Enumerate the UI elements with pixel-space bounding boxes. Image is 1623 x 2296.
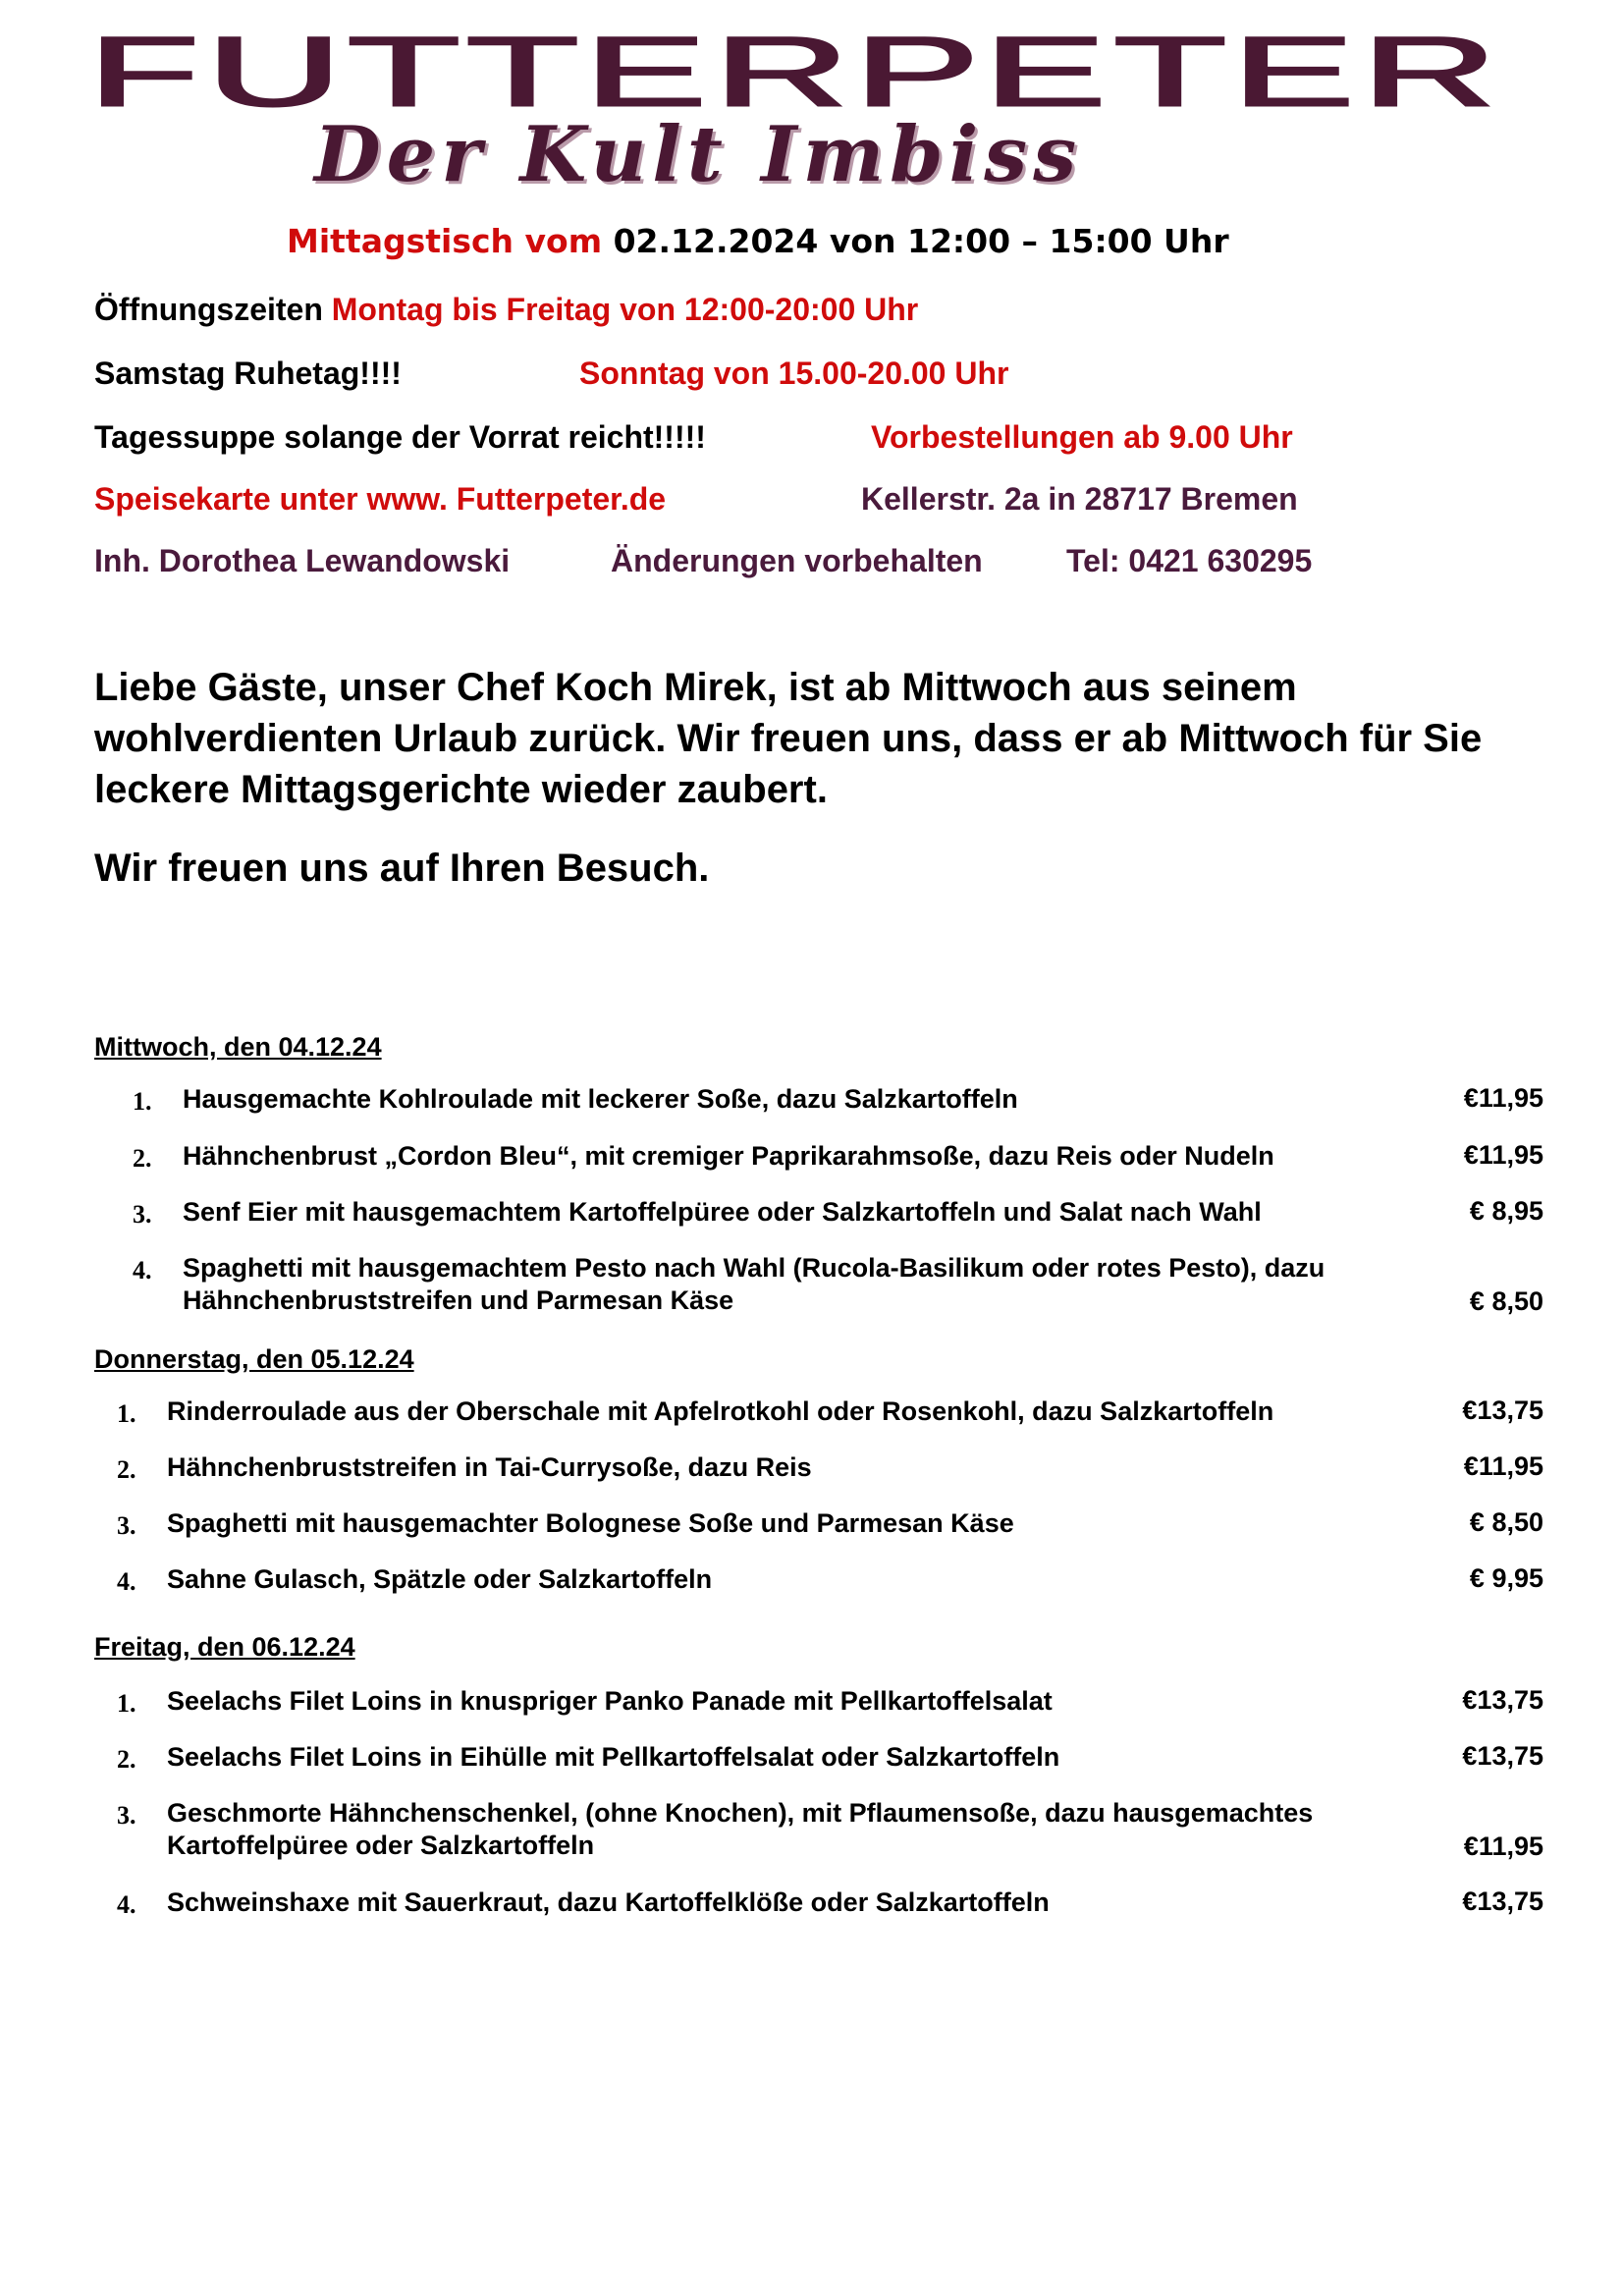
dish-price: € 8,50 [1469, 1286, 1543, 1316]
dish-name: Seelachs Filet Loins in knuspriger Panko Panade mit Pellkartoffelsalat [167, 1686, 1053, 1716]
dish-price: €13,75 [1462, 1886, 1543, 1916]
dish-price: € 8,50 [1469, 1507, 1543, 1537]
notice-closing: Wir freuen uns auf Ihren Besuch. [94, 847, 710, 890]
dish-price: €13,75 [1462, 1395, 1543, 1425]
day-title-wednesday: Mittwoch, den 04.12.24 [94, 1032, 382, 1062]
item-number: 1. [117, 1689, 136, 1718]
soup-note: Tagessuppe solange der Vorrat reicht!!!!! [94, 419, 706, 455]
item-number: 2. [117, 1455, 136, 1484]
dish-name: Sahne Gulasch, Spätzle oder Salzkartoffeln [167, 1564, 713, 1594]
dish-name: Seelachs Filet Loins in Eihülle mit Pellkartoffelsalat oder Salzkartoffeln [167, 1742, 1060, 1772]
dish-price: €13,75 [1462, 1685, 1543, 1715]
dish-name: Hähnchenbruststreifen in Tai-Currysoße, dazu Reis [167, 1452, 812, 1482]
dish-price: € 9,95 [1469, 1563, 1543, 1593]
owner: Inh. Dorothea Lewandowski [94, 543, 511, 578]
item-number: 2. [117, 1745, 136, 1774]
dish-price: €13,75 [1462, 1741, 1543, 1771]
sunday-hours: Sonntag von 15.00-20.00 Uhr [579, 355, 1009, 391]
dish-price: €11,95 [1463, 1451, 1543, 1481]
opening-hours [94, 292, 918, 328]
item-number: 3. [117, 1511, 136, 1540]
item-number: 2. [133, 1144, 152, 1173]
item-number: 3. [133, 1200, 152, 1229]
lunch-value: 02.12.2024 von 12:00 – 15:00 Uhr [613, 222, 1229, 260]
dish-name: Schweinshaxe mit Sauerkraut, dazu Kartoffelklöße oder Salzkartoffeln [167, 1887, 1050, 1917]
website-note: Speisekarte unter www. Futterpeter.de [94, 481, 667, 517]
dish-price: €11,95 [1463, 1083, 1543, 1113]
logo-subtitle: Der Kult Imbiss [314, 110, 1083, 199]
saturday-note: Samstag Ruhetag!!!! [94, 355, 402, 391]
dish-name: Spaghetti mit hausgemachtem Pesto nach Wahl (Rucola-Basilikum oder rotes Pesto), dazu [183, 1253, 1325, 1283]
item-number: 1. [117, 1399, 136, 1428]
address: Kellerstr. 2a in 28717 Bremen [861, 481, 1298, 517]
item-number: 3. [117, 1801, 136, 1830]
lunch-line [287, 222, 1229, 260]
item-number: 4. [117, 1567, 136, 1596]
item-number: 1. [133, 1087, 152, 1116]
changes-note: Änderungen vorbehalten [611, 543, 983, 578]
logo-title: FUTTERPETER [85, 27, 1499, 131]
phone: Tel: 0421 630295 [1066, 543, 1313, 578]
dish-name: Geschmorte Hähnchenschenkel, (ohne Knochen), mit Pflaumensoße, dazu hausgemachtes [167, 1798, 1314, 1828]
dish-name-continued: Hähnchenbruststreifen und Parmesan Käse [183, 1285, 734, 1315]
dish-price: €11,95 [1463, 1140, 1543, 1170]
notice-text: Liebe Gäste, unser Chef Koch Mirek, ist ab Mittwoch aus seinem wohlverdienten Urlaub zurück. Wir freuen uns, dass er ab Mittwoch für Sie leckere Mittagsgerichte wieder zaubert. [94, 666, 1483, 811]
dish-name-continued: Kartoffelpüree oder Salzkartoffeln [167, 1831, 595, 1860]
item-number: 4. [117, 1890, 136, 1919]
day-title-friday: Freitag, den 06.12.24 [94, 1632, 355, 1662]
dish-name: Hausgemachte Kohlroulade mit leckerer Soße, dazu Salzkartoffeln [183, 1084, 1018, 1114]
day-title-thursday: Donnerstag, den 05.12.24 [94, 1344, 414, 1374]
preorder-note: Vorbestellungen ab 9.00 Uhr [871, 419, 1293, 455]
dish-name: Spaghetti mit hausgemachter Bolognese Soße und Parmesan Käse [167, 1508, 1014, 1538]
dish-price: € 8,95 [1469, 1196, 1543, 1226]
dish-name: Hähnchenbrust „Cordon Bleu“, mit cremiger Paprikarahmsoße, dazu Reis oder Nudeln [183, 1141, 1274, 1171]
dish-name: Rinderroulade aus der Oberschale mit Apfelrotkohl oder Rosenkohl, dazu Salzkartoffeln [167, 1396, 1274, 1426]
opening-label: Öffnungszeiten [94, 292, 323, 327]
lunch-label: Mittagstisch vom [287, 222, 603, 260]
opening-value: Montag bis Freitag von 12:00-20:00 Uhr [331, 292, 919, 327]
item-number: 4. [133, 1256, 152, 1285]
dish-price: €11,95 [1463, 1831, 1543, 1861]
dish-name: Senf Eier mit hausgemachtem Kartoffelpüree oder Salzkartoffeln und Salat nach Wahl [183, 1197, 1262, 1227]
